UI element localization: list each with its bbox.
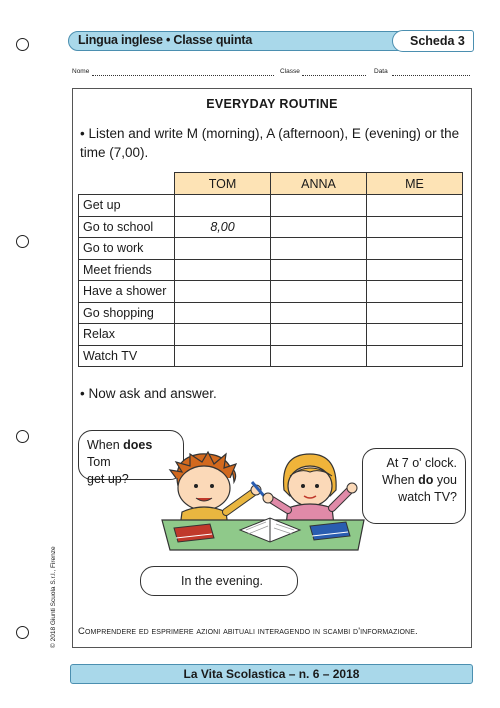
table-row — [79, 259, 463, 281]
answer-cell[interactable] — [271, 324, 367, 346]
answer-cell[interactable] — [271, 345, 367, 367]
activity-label: Watch TV — [79, 345, 175, 367]
publication-label: La Vita Scolastica – n. 6 – 2018 — [183, 667, 360, 681]
table-header-row — [79, 173, 463, 195]
table-row — [79, 345, 463, 367]
learning-objective: Comprendere ed esprimere azioni abituali interagendo in scambi d'informazione. — [78, 626, 418, 637]
binder-hole — [16, 235, 29, 248]
answer-cell[interactable] — [271, 259, 367, 281]
binder-hole — [16, 38, 29, 51]
bubble-text: When — [381, 473, 419, 487]
class-label: Classe — [280, 68, 300, 75]
subject-title: Lingua inglese • Classe quinta — [78, 33, 253, 47]
sheet-label: Scheda 3 — [410, 34, 465, 48]
answer-cell[interactable] — [271, 302, 367, 324]
bubble-text: watch TV? — [398, 490, 457, 504]
speaking-prompt: • Now ask and answer. — [80, 386, 217, 401]
table-corner — [79, 173, 175, 195]
class-field[interactable] — [302, 75, 366, 76]
bubble-bold: do — [418, 473, 434, 487]
answer-cell[interactable] — [175, 345, 271, 367]
instruction-text: • Listen and write M (morning), A (afternoon), E (evening) or the time (7,00). — [80, 126, 460, 160]
binder-hole — [16, 430, 29, 443]
activity-label: Get up — [79, 195, 175, 217]
answer-cell[interactable] — [367, 195, 463, 217]
column-header: ME — [367, 173, 463, 195]
copyright-note: © 2018 Giunti Scuola S.r.l., Firenze — [50, 546, 57, 648]
answer-cell[interactable] — [367, 216, 463, 238]
activity-label: Relax — [79, 324, 175, 346]
name-field[interactable] — [92, 75, 274, 76]
answer-cell[interactable] — [367, 238, 463, 260]
answer-cell[interactable] — [175, 259, 271, 281]
name-label: Nome — [72, 68, 90, 75]
bubble-text: get up? — [87, 472, 129, 486]
bubble-text: Tom — [87, 455, 111, 469]
activity-label: Go shopping — [79, 302, 175, 324]
table-row — [79, 324, 463, 346]
binder-hole — [16, 626, 29, 639]
children-illustration — [160, 446, 370, 558]
table-row — [79, 302, 463, 324]
answer-cell[interactable] — [367, 281, 463, 303]
answer-cell[interactable] — [367, 324, 463, 346]
activity-label: Go to work — [79, 238, 175, 260]
activity-label: Meet friends — [79, 259, 175, 281]
table-row — [79, 195, 463, 217]
bubble-text: you — [433, 473, 457, 487]
answer-cell[interactable] — [367, 345, 463, 367]
table-row — [79, 216, 463, 238]
activity-label: Have a shower — [79, 281, 175, 303]
speech-bubble-answer — [362, 448, 466, 524]
date-label: Data — [374, 68, 388, 75]
table-row — [79, 238, 463, 260]
speech-bubble-reply: In the evening. — [140, 566, 298, 596]
answer-cell[interactable] — [175, 195, 271, 217]
column-header: ANNA — [271, 173, 367, 195]
answer-cell[interactable] — [367, 302, 463, 324]
routine-table — [78, 172, 463, 367]
answer-cell[interactable] — [271, 281, 367, 303]
activity-label: Go to school — [79, 216, 175, 238]
bubble-bold: does — [123, 438, 153, 452]
column-header: TOM — [175, 173, 271, 195]
answer-cell[interactable] — [367, 259, 463, 281]
table-row — [79, 281, 463, 303]
answer-cell[interactable] — [175, 281, 271, 303]
answer-cell[interactable] — [271, 195, 367, 217]
bubble-text: At 7 o' clock. — [386, 456, 457, 470]
answer-cell[interactable] — [175, 238, 271, 260]
date-field[interactable] — [392, 75, 470, 76]
answer-cell[interactable] — [175, 302, 271, 324]
bubble-text: When — [87, 438, 124, 452]
answer-cell[interactable] — [271, 216, 367, 238]
answer-cell[interactable] — [271, 238, 367, 260]
worksheet-title: EVERYDAY ROUTINE — [206, 97, 338, 111]
answer-cell[interactable] — [175, 324, 271, 346]
answer-cell[interactable]: 8,00 — [175, 216, 271, 238]
